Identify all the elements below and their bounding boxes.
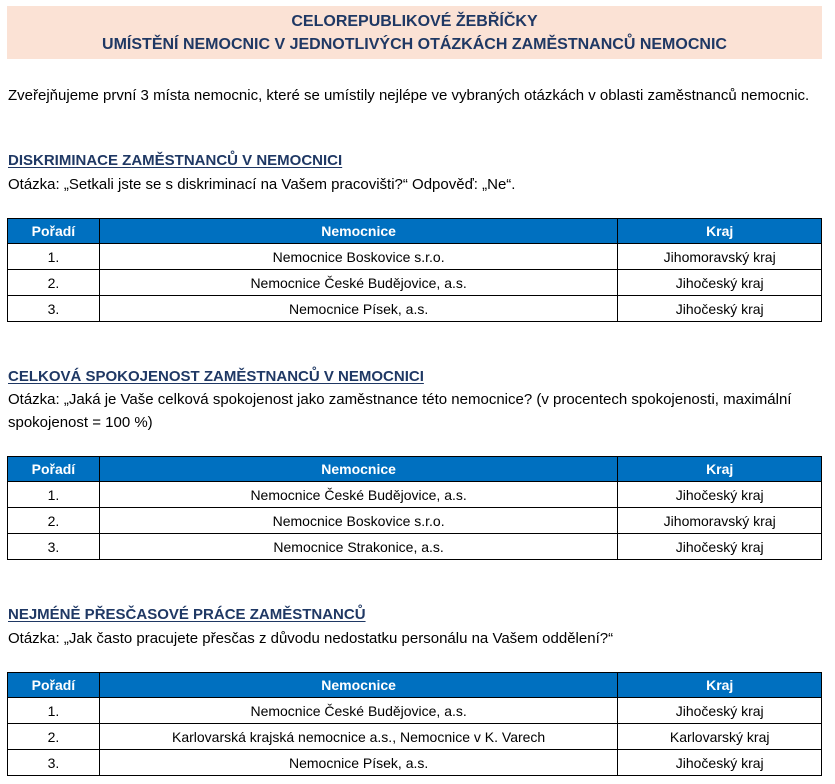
column-header-rank: Pořadí [8,673,100,698]
section-question-discrimination: Otázka: „Setkali jste se s diskriminací na Vašem pracovišti?“ Odpověď: „Ne“. [8,176,516,193]
intro-text: Zveřejňujeme první 3 místa nemocnic, které se umístily nejlépe ve vybraných otázkách v oblasti zaměstnanců nemocnic. [8,87,810,104]
section-title-discrimination: DISKRIMINACE ZAMĚSTNANCŮ V NEMOCNICI [8,152,343,169]
cell-hospital: Nemocnice Boskovice s.r.o. [99,508,618,534]
cell-rank: 2. [8,508,100,534]
cell-region: Jihočeský kraj [618,750,822,776]
column-header-region: Kraj [618,457,822,482]
table-row [8,270,822,296]
cell-rank: 3. [8,296,100,322]
table-header-row [8,219,822,244]
cell-region: Jihomoravský kraj [618,244,822,270]
table-row [8,508,822,534]
column-header-region: Kraj [618,673,822,698]
cell-region: Jihočeský kraj [618,534,822,560]
column-header-hospital: Nemocnice [99,673,618,698]
section-question-satisfaction: Otázka: „Jaká je Vaše celková spokojenost jako zaměstnance této nemocnice? (v procentech spokojenosti, maximální spokojenost = 100 %) [8,391,792,431]
column-header-rank: Pořadí [8,457,100,482]
table-row [8,724,822,750]
table-header-row [8,673,822,698]
table-header-row [8,457,822,482]
column-header-hospital: Nemocnice [99,457,618,482]
table-row [8,296,822,322]
column-header-rank: Pořadí [8,219,100,244]
cell-region: Jihočeský kraj [618,482,822,508]
cell-region: Jihočeský kraj [618,270,822,296]
cell-region: Jihočeský kraj [618,698,822,724]
section-title-satisfaction: CELKOVÁ SPOKOJENOST ZAMĚSTNANCŮ V NEMOCNICI [8,368,424,385]
cell-hospital: Nemocnice České Budějovice, a.s. [99,482,618,508]
cell-hospital: Nemocnice České Budějovice, a.s. [99,270,618,296]
section-title-overtime: NEJMÉNĚ PŘESČASOVÉ PRÁCE ZAMĚSTNANCŮ [8,606,366,623]
header-subtitle: UMÍSTĚNÍ NEMOCNIC V JEDNOTLIVÝCH OTÁZKÁCH ZAMĚSTNANCŮ NEMOCNIC [102,36,727,53]
ranking-table-overtime [7,672,822,776]
cell-rank: 2. [8,724,100,750]
cell-rank: 1. [8,482,100,508]
cell-rank: 3. [8,534,100,560]
cell-hospital: Nemocnice Strakonice, a.s. [99,534,618,560]
cell-rank: 3. [8,750,100,776]
table-row [8,482,822,508]
ranking-table-discrimination [7,218,822,322]
cell-hospital: Nemocnice České Budějovice, a.s. [99,698,618,724]
cell-rank: 1. [8,698,100,724]
cell-rank: 2. [8,270,100,296]
column-header-region: Kraj [618,219,822,244]
cell-hospital: Nemocnice Písek, a.s. [99,296,618,322]
table-row [8,534,822,560]
header-title: CELOREPUBLIKOVÉ ŽEBŘÍČKY [291,13,538,30]
page-header [7,6,822,59]
cell-rank: 1. [8,244,100,270]
ranking-table-satisfaction [7,456,822,560]
column-header-hospital: Nemocnice [99,219,618,244]
cell-region: Karlovarský kraj [618,724,822,750]
table-row [8,698,822,724]
table-row [8,750,822,776]
section-question-overtime: Otázka: „Jak často pracujete přesčas z důvodu nedostatku personálu na Vašem oddělení?“ [8,630,614,647]
cell-hospital: Karlovarská krajská nemocnice a.s., Nemocnice v K. Varech [99,724,618,750]
cell-hospital: Nemocnice Boskovice s.r.o. [99,244,618,270]
cell-region: Jihomoravský kraj [618,508,822,534]
table-row [8,244,822,270]
cell-region: Jihočeský kraj [618,296,822,322]
cell-hospital: Nemocnice Písek, a.s. [99,750,618,776]
